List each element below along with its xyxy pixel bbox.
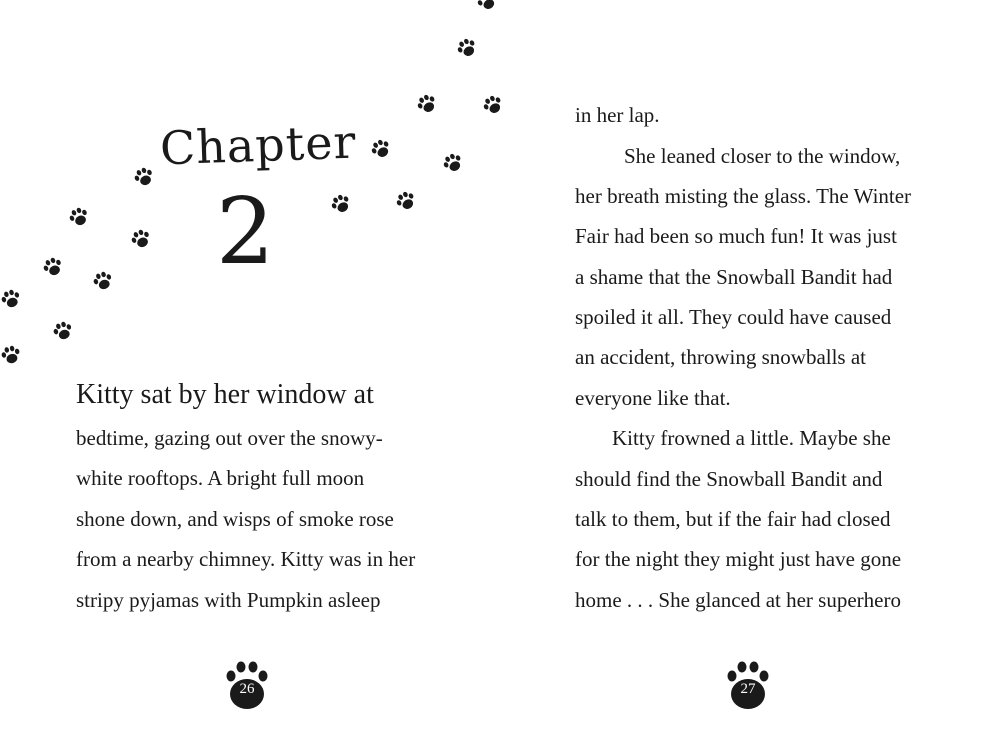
paw-print-icon xyxy=(391,186,421,216)
paw-print-icon xyxy=(0,285,25,313)
paw-print-icon xyxy=(129,162,158,191)
text-line: a shame that the Snowball Bandit had xyxy=(575,265,893,289)
text-line: an accident, throwing snowballs at xyxy=(575,345,867,369)
paw-print-icon xyxy=(89,267,117,295)
paw-print-icon xyxy=(38,252,67,281)
paw-print-icon xyxy=(438,148,468,178)
paw-print-icon xyxy=(126,224,155,253)
paw-print-icon xyxy=(366,134,396,164)
paw-print-icon xyxy=(412,89,442,119)
right-page xyxy=(498,0,996,752)
text-line: from a nearby chimney. Kitty was in her xyxy=(76,547,416,571)
paw-print-icon xyxy=(452,33,482,63)
text-line: Kitty sat by her window at xyxy=(76,379,374,410)
text-line: bedtime, gazing out over the snowy- xyxy=(76,426,383,450)
text-line: stripy pyjamas with Pumpkin asleep xyxy=(76,588,381,612)
text-line: She leaned closer to the window, xyxy=(624,144,901,168)
text-line: home . . . She glanced at her superhero xyxy=(575,588,901,612)
text-line: spoiled it all. They could have caused xyxy=(575,305,892,329)
text-line: Kitty frowned a little. Maybe she xyxy=(612,426,891,450)
paw-print-icon xyxy=(0,342,24,369)
page-number-label: 26 xyxy=(239,681,255,697)
text-line: should find the Snowball Bandit and xyxy=(575,467,883,491)
paw-print-icon xyxy=(326,189,356,219)
text-line: her breath misting the glass. The Winter xyxy=(575,184,912,208)
chapter-heading: Chapter xyxy=(159,114,358,176)
text-line: Fair had been so much fun! It was just xyxy=(575,224,897,248)
text-line: everyone like that. xyxy=(575,386,731,410)
text-line: white rooftops. A bright full moon xyxy=(76,466,365,490)
chapter-number: 2 xyxy=(216,178,275,285)
text-line: talk to them, but if the fair had closed xyxy=(575,507,891,531)
text-line: in her lap. xyxy=(575,103,660,127)
page-number xyxy=(726,660,770,710)
page-number-label: 27 xyxy=(740,681,756,697)
paw-print-icon xyxy=(49,317,77,345)
paw-print-icon xyxy=(64,202,93,231)
page-number xyxy=(225,660,269,710)
text-line: shone down, and wisps of smoke rose xyxy=(76,507,394,531)
text-line: for the night they might just have gone xyxy=(575,547,902,571)
